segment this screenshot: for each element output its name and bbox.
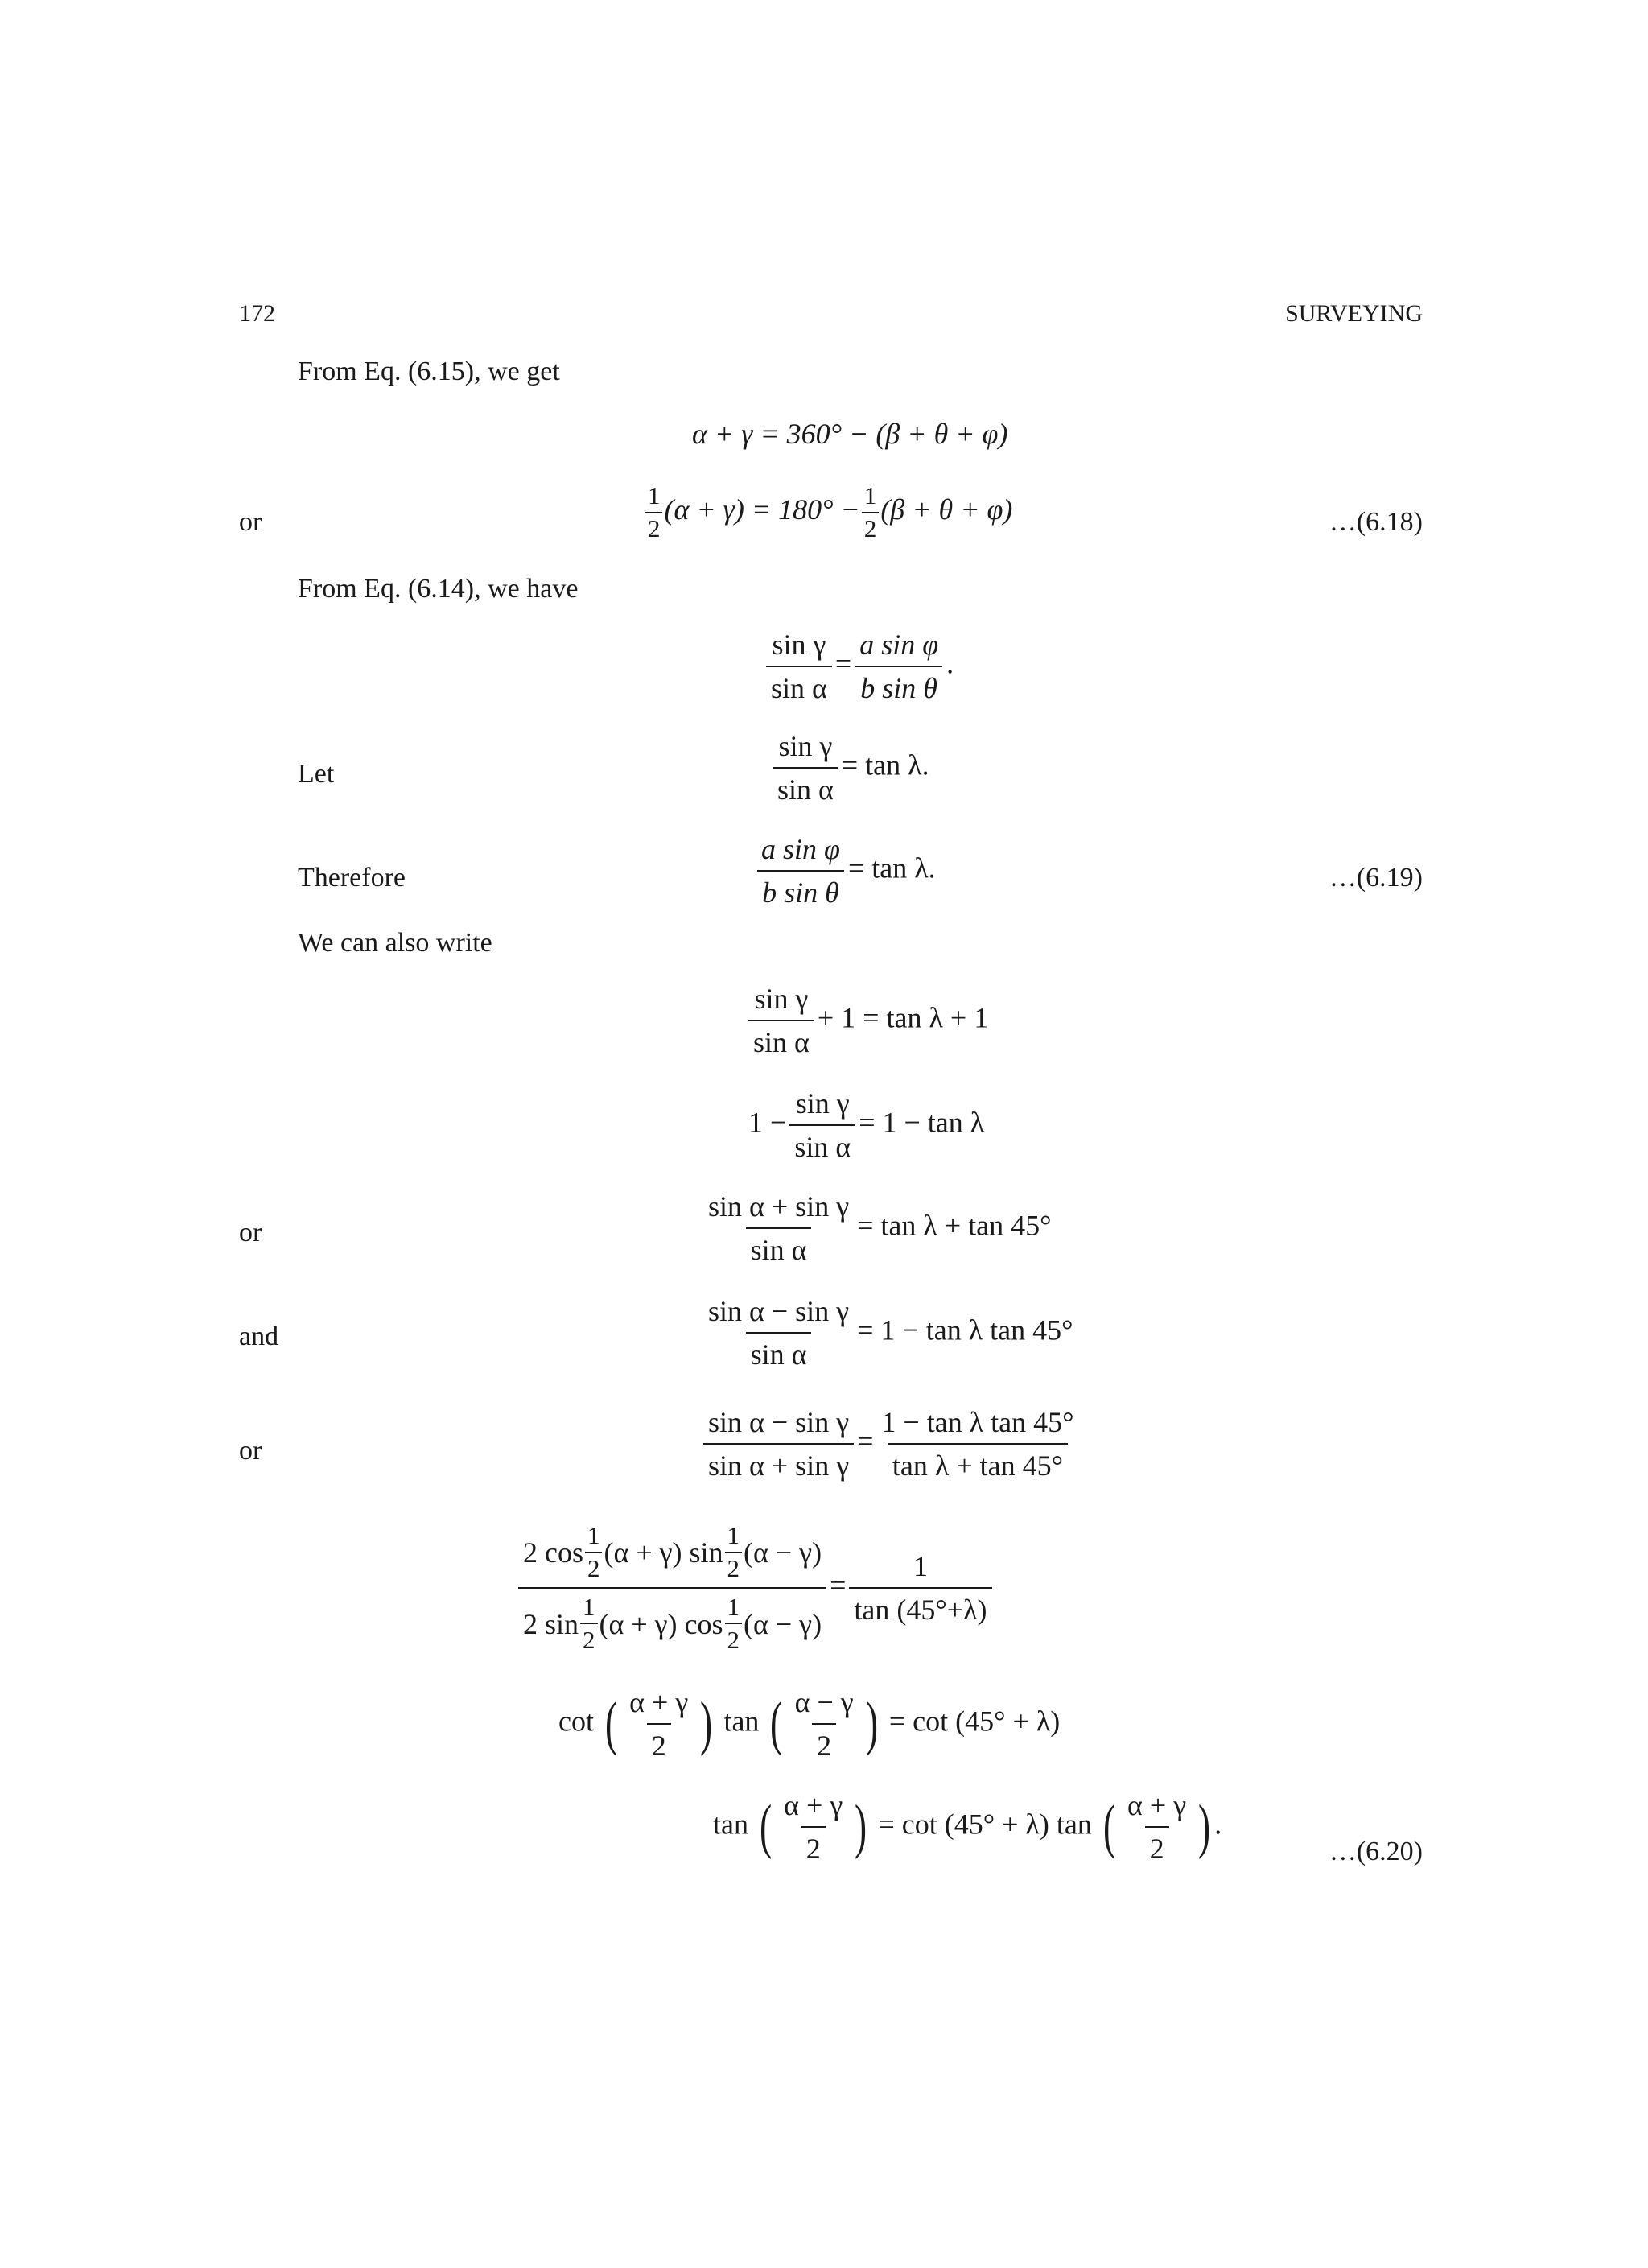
page-number: 172 [239, 300, 275, 327]
equation-sum-ratio: $\frac{\text{sin α + sin γ}}{\text{sin α}}$ = tan λ + tan 45° [708, 1190, 1052, 1266]
equation-sin-ratio: $\frac{\text{sin γ}}{\text{sin α}}$ = $\frac{\text{a sin φ}}{\text{b sin θ}}$ . [763, 628, 954, 705]
equation-1: α + γ = 360° − (β + θ + φ) [692, 418, 1008, 450]
label-or-3: or [239, 1436, 262, 1466]
paragraph-we-can-also-write: We can also write [298, 928, 492, 958]
label-and: and [239, 1322, 279, 1351]
equation-let-tan-lambda: $\frac{\text{sin γ}}{\text{sin α}}$ = tan λ. [769, 729, 929, 806]
label-or-1: or [239, 507, 262, 537]
equation-cot-tan: cot ( $\frac{\alpha + \gamma}{2}$ ) tan ( $\frac{\alpha - \gamma}{2}$ ) = cot (45° + λ) [558, 1686, 1061, 1762]
equation-number-6-20: …(6.20) [1329, 1837, 1423, 1866]
label-therefore: Therefore [298, 863, 406, 893]
equation-one-minus: 1 − $\frac{\text{sin γ}}{\text{sin α}}$ = 1 − tan λ [748, 1087, 985, 1163]
equation-half-angle-ratio: 2 cos $\frac{1}{2}$ (α + γ) sin $\frac{1}{2}$ (α − γ) 2 sin $\frac{1}{2}$ (α + γ) cos $\frac{1}{2}$ (α − γ) = $\frac{1}{\tan (45^\circ+\lambda)}$ [515, 1521, 995, 1655]
equation-6-20: tan ( $\frac{\alpha + \gamma}{2}$ ) = cot (45° + λ) tan ( $\frac{\alpha + \gamma}{2}$ ) . [713, 1789, 1222, 1865]
label-let: Let [298, 759, 335, 789]
paragraph-from-eq-614: From Eq. (6.14), we have [298, 574, 579, 604]
equation-number-6-19: …(6.19) [1329, 863, 1423, 893]
equation-6-19: $\frac{\text{a sin φ}}{\text{b sin θ}}$ = tan λ. [753, 832, 936, 909]
equation-number-6-18: …(6.18) [1329, 507, 1423, 537]
half-fraction: $\frac{1}{2}$ [862, 481, 879, 543]
half-fraction: $\frac{1}{2}$ [645, 481, 662, 543]
equation-6-18: $\frac{1}{2}$ (α + γ) = 180° − $\frac{1}{2}$ (β + θ + φ) [644, 481, 1012, 543]
running-title: SURVEYING [1285, 300, 1423, 327]
label-or-2: or [239, 1218, 262, 1247]
equation-ratio-of-ratios: $\frac{\text{sin α − sin γ}}{\text{sin α + sin γ}}$ = $\frac{\text{1 − tan λ tan 45°}}{\text{tan λ + tan 45°}}$ [700, 1405, 1082, 1482]
equation-plus-one: $\frac{\text{sin γ}}{\text{sin α}}$ + 1 = tan λ + 1 [745, 982, 988, 1059]
equation-difference-ratio: $\frac{\text{sin α − sin γ}}{\text{sin α}}$ = 1 − tan λ tan 45° [708, 1295, 1073, 1371]
paragraph-from-eq-615: From Eq. (6.15), we get [298, 357, 560, 386]
